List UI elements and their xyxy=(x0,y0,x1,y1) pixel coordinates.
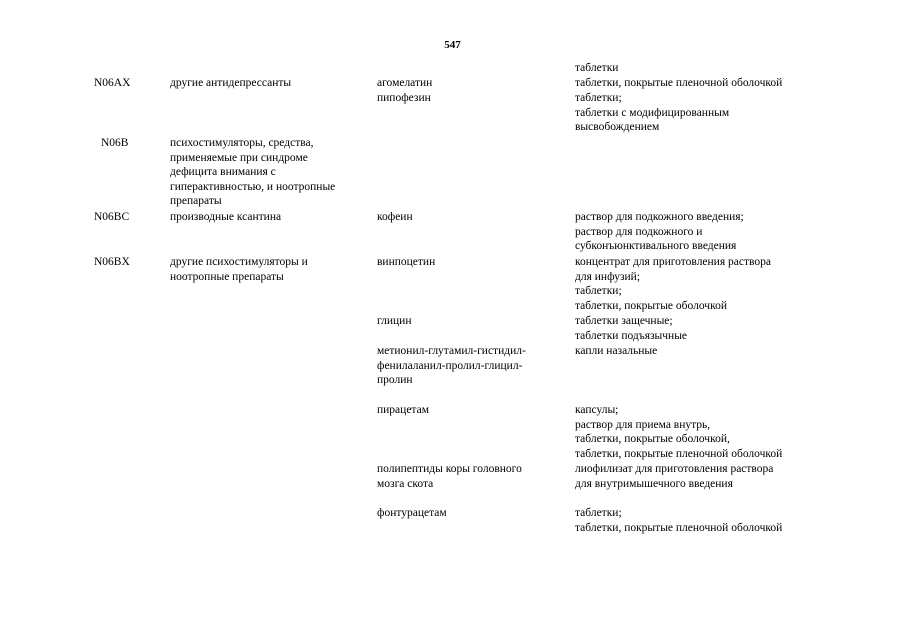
drug-line: фонтурацетам xyxy=(377,507,447,519)
form-line: таблетки; xyxy=(575,285,622,298)
form-line: капсулы; xyxy=(575,404,619,416)
group-line: применяемые при синдроме xyxy=(170,151,308,164)
group-line: гиперактивностью, и ноотропные xyxy=(170,180,336,193)
atc-code: N06B xyxy=(101,137,129,149)
drug-name xyxy=(377,76,432,91)
atc-code: N06BC xyxy=(94,211,130,223)
form-continuation xyxy=(575,61,618,76)
drug-line: винпоцетин xyxy=(377,256,436,268)
dosage-forms xyxy=(575,403,782,461)
group-name xyxy=(170,255,308,284)
form-line: для внутримышечного введения xyxy=(575,477,733,490)
dosage-forms xyxy=(575,506,782,535)
form-line: лиофилизат для приготовления раствора xyxy=(575,463,774,475)
dosage-forms xyxy=(575,255,771,313)
atc-code: N06BX xyxy=(94,256,130,268)
drug-line: метионил-глутамил-гистидил- xyxy=(377,345,526,357)
form-line: раствор для подкожного введения; xyxy=(575,211,744,223)
dosage-forms xyxy=(575,314,687,343)
group-line: ноотропные препараты xyxy=(170,270,284,283)
form-line: концентрат для приготовления раствора xyxy=(575,256,771,268)
form-line: раствор для подкожного и xyxy=(575,225,703,238)
drug-line: пирацетам xyxy=(377,404,429,416)
group-name xyxy=(170,76,291,91)
drug-line: глицин xyxy=(377,315,412,327)
form-line: таблетки защечные; xyxy=(575,315,673,327)
group-line: психостимуляторы, средства, xyxy=(170,137,314,149)
group-name xyxy=(170,136,335,209)
group-line: другие психостимуляторы и xyxy=(170,256,308,268)
drug-name xyxy=(377,91,431,106)
group-line: другие антидепрессанты xyxy=(170,77,292,89)
form-line: таблетки, покрытые пленочной оболочкой xyxy=(575,447,783,460)
drug-name xyxy=(377,462,522,491)
drug-name xyxy=(377,344,526,388)
drug-line: полипептиды коры головного xyxy=(377,463,522,475)
form-line: высвобождением xyxy=(575,121,660,134)
group-line: производные ксантина xyxy=(170,211,282,223)
dosage-forms xyxy=(575,91,729,135)
form-line: таблетки, покрытые пленочной оболочкой xyxy=(575,77,783,89)
group-name xyxy=(170,210,281,225)
form-line: таблетки, покрытые оболочкой xyxy=(575,299,727,312)
form-line: таблетки, покрытые оболочкой, xyxy=(575,433,730,446)
atc-code: N06AX xyxy=(94,77,131,89)
form-line: таблетки xyxy=(575,62,619,74)
drug-line: мозга скота xyxy=(377,477,434,490)
form-line: раствор для приема внутрь, xyxy=(575,418,711,431)
drug-line: кофеин xyxy=(377,211,413,223)
page-number: 547 xyxy=(444,39,461,51)
group-line: препараты xyxy=(170,195,222,208)
form-line: таблетки с модифицированным xyxy=(575,106,730,119)
drug-line: фенилаланил-пролил-глицил- xyxy=(377,359,523,372)
drug-line: пипофезин xyxy=(377,92,431,104)
dosage-forms xyxy=(575,76,782,91)
group-line: дефицита внимания с xyxy=(170,166,276,179)
drug-name xyxy=(377,210,413,225)
form-line: субконъюнктивального введения xyxy=(575,240,737,253)
dosage-forms xyxy=(575,344,657,359)
drug-name xyxy=(377,506,447,521)
drug-line: агомелатин xyxy=(377,77,433,89)
drug-name xyxy=(377,403,429,418)
form-line: таблетки; xyxy=(575,507,622,519)
drug-name xyxy=(377,255,435,270)
drug-line: пролин xyxy=(377,374,413,387)
drug-name xyxy=(377,314,412,329)
form-line: таблетки подъязычные xyxy=(575,329,688,342)
form-line: таблетки, покрытые пленочной оболочкой xyxy=(575,521,783,534)
form-line: для инфузий; xyxy=(575,270,641,283)
form-line: капли назальные xyxy=(575,345,658,357)
form-line: таблетки; xyxy=(575,92,622,104)
dosage-forms xyxy=(575,462,773,491)
dosage-forms xyxy=(575,210,744,254)
